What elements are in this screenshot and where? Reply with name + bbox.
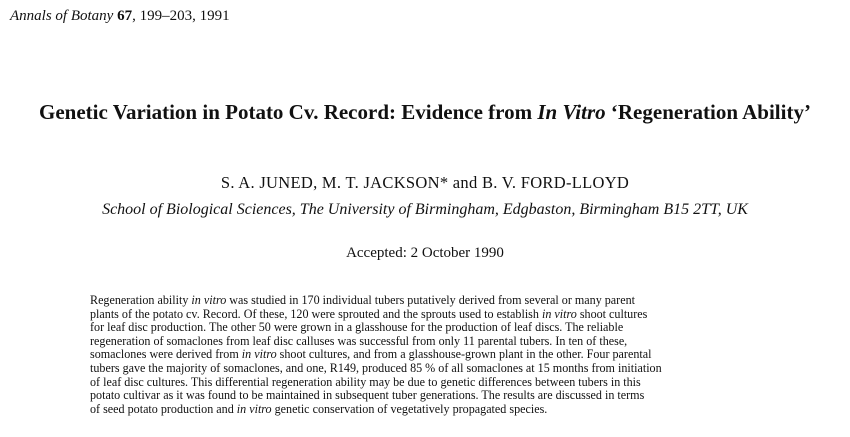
title-part-2: ‘Regeneration Ability’ — [605, 100, 811, 124]
abstract-line: Regeneration ability in vitro was studied in 170 individual tubers putatively derived from several or many parent — [90, 293, 635, 307]
abstract-line: tubers gave the majority of somaclones, and one, R149, produced 85 % of all somaclones at 15 months from initiation — [90, 360, 662, 375]
abstract-line: regeneration of somaclones from leaf disc calluses was successful from only 11 parental tubers. In ten of these, — [90, 333, 628, 348]
journal-volume: 67 — [117, 8, 133, 24]
abstract-line: of leaf disc cultures. This differential regeneration ability may be due to genetic differences between tubers in this — [90, 374, 641, 389]
abstract-line: somaclones were derived from in vitro shoot cultures, and from a glasshouse-grown plant in the other. Four parental — [90, 347, 652, 362]
journal-citation — [10, 8, 230, 25]
abstract-line: of seed potato production and in vitro genetic conservation of vegetatively propagated species. — [90, 401, 548, 416]
abstract — [90, 294, 790, 416]
paper-title — [0, 98, 850, 126]
author-list: S. A. JUNED, M. T. JACKSON* and B. V. FORD-LLOYD — [220, 173, 630, 192]
affiliation: School of Biological Sciences, The University of Birmingham, Edgbaston, Birmingham B15 2TT, UK — [102, 201, 748, 218]
journal-pages-year: , 199–203, 1991 — [132, 8, 230, 24]
abstract-line: plants of the potato cv. Record. Of these, 120 were sprouted and the sprouts used to establish in vitro shoot cultures — [90, 306, 648, 321]
abstract-line: for leaf disc production. The other 50 were grown in a glasshouse for the production of leaf discs. The reliable — [90, 320, 624, 335]
abstract-line: potato cultivar as it was found to be maintained in subsequent tuber generations. The results are discussed in terms — [90, 388, 645, 403]
title-italic: In Vitro — [537, 100, 606, 124]
journal-name: Annals of Botany — [10, 8, 114, 24]
accepted-date: Accepted: 2 October 1990 — [346, 245, 504, 261]
title-part-1: Genetic Variation in Potato Cv. Record: Evidence from — [39, 100, 538, 124]
